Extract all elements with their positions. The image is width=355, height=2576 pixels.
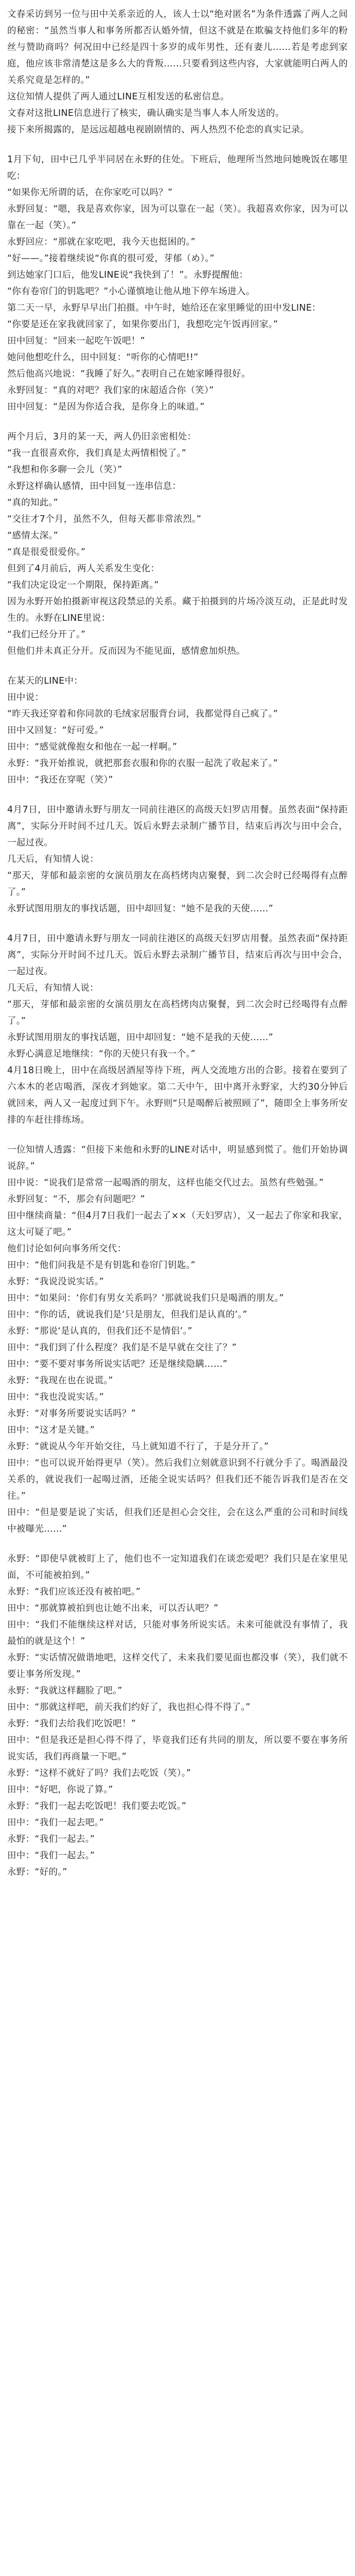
article-paragraph-january: 1月下旬，田中已几乎半同居在永野的住处。下班后，他理所当然地问她晚饭在哪里吃： “如果你无所谓的话，在你家吃可以吗？” 永野回复：“嗯，我是喜欢你家，因为可以靠在一起（笑）。我超喜欢你家，因为可以靠在一起（笑）。” 永野回应：“那就在家吃吧，我今天也挺困的。” “好——。”接着继续说“你真的很可爱，芽郁（め）。” 到达她家门口后，他发LINE说“我快到了！”。永野提醒他： “你有卷帘门的钥匙吧？”小心谨慎地让他从地下停车场进入。 第二天一早，永野早早出门拍摄。中午时，她给还在家里睡觉的田中发LINE： “你要是还在家我就回家了，如果你要出门，我想吃完午饭再回家。” 田中回复：“回来一起吃午饭吧！” 她问他想吃什么，田中回复：“听你的心情吧!!” 然后他高兴地说：“我睡了好久。”表明自己在她家睡得很好。 永野回复：“真的对吧？我们家的床超适合你（笑）” 田中回复：“是因为你适合我，是你身上的味道。” — [7, 155, 348, 412]
article-paragraph-cover-story: 一位知情人透露：“但接下来他和永野的LINE对话中，明显感到慌了。他们开始协调说辞。” 田中说：“说我们是常常一起喝酒的朋友，这样也能交代过去。虽然有些勉强。” 永野回复：“不，那会有问题吧？” 田中继续商量：“但4月7日我们一起去了××（天妇罗店），又一起去了你家和我家，这太可疑了吧。” 他们讨论如何向事务所交代： 田中：“他们问我是不是有钥匙和卷帘门钥匙。” 永野：“我说没说实话。” 田中：“如果问：‘你们有男女关系吗？’那就说我们只是喝酒的朋友。” 田中：“你的话，就说我们是‘只是朋友，但我们是认真的’。” 永野：“那说‘是认真的，但我们还不是情侣’。” 田中：“我们到了什么程度？我们是不是早就在交往了？” 田中：“要不要对事务所说实话吧？还是继续隐瞒……” 永野：“我现在也在说谎。” 田中：“我也没说实话。” 永野：“对事务所要说实话吗？” 田中：“这才是关键。” 永野：“就说从今年开始交往，马上就知道不行了，于是分开了。” 田中：“也可以说开始得更早（笑）。然后我们立刻就意识到不行就分手了。喝酒最没关系的，就说我们一起喝过酒，还能全说实话吗？但我们还不能告诉我们是否在交往。” 田中：“但是要是说了实话，但我们还是担心会交往，会在这么严重的公司和时间线中被曝光……” — [7, 1145, 348, 1534]
article-paragraph-intro: 文春采访到另一位与田中关系亲近的人，该人士以“绝对匿名”为条件透露了两人之间的秘密：“虽然当事人和事务所都否认婚外情，但这不就是在欺骗支持他们多年的粉丝与赞助商吗？何况田中已经是四十多岁的成年男性，还有妻儿……若是考虑到家庭，他应该非常清楚这是多么大的背叛……只要看到这些内容，大家就能明白两人的关系究竟是怎样的。” 这位知情人提供了两人通过LINE互相发送的私密信息。 文春对这批LINE信息进行了核实，确认确实是当事人本人所发送的。 接下来所揭露的，是远远超越电视剧剧情的、两人热烈不伦恋的真实记录。 — [7, 9, 348, 135]
article-paragraph-ending: 永野：“即使早就被盯上了，他们也不一定知道我们在谈恋爱吧？我们只是在家里见面，不可能被拍到。” 永野：“我们应该还没有被拍吧。” 田中：“那就算被拍到也让她不出来，可以否认吧？” 田中：“我们不能继续这样对话，只能对事务所说实话。未来可能就没有事情了，我最怕的就是这个！” 永野：“实话情况做谐地吧，这样交代了，未来我们要见面也都没事（笑），我们就不要让事务所发现。” 永野：“我就这样翻脸了吧。” 田中：“那就这样吧，前天我们约好了，我也担心得不得了。” 永野：“我们去给我们吃饭吧！” 田中：“但是我还是担心得不得了，毕竟我们还有共同的朋友，所以要不要在事务所说实话，我们再商量一下吧。” 永野：“这样不就好了吗？我们去吃饭（笑）。” 田中：“好吧，你说了算。” 永野：“我们一起去吃饭吧！我们要去吃饭。” 田中：“我们一起去吧。” 永野：“我们一起去。” 田中：“我们一起去。” 永野：“好的。” — [7, 1554, 348, 1877]
article-paragraph-april-7: 4月7日，田中邀请永野与朋友一同前往港区的高级天妇罗店用餐。虽然表面“保持距离”，实际分开时间不过几天。饭后永野去录制广播节目，结束后再次与田中会合，一起过夜。 几天后，有知情人说： “那天，芽郁和最亲密的女演员朋友在高档烤肉店聚餐，到二次会时已经喝得有点醉了。” 永野试图用朋友的事找话题，田中却回复：“她不是我的天使……” — [7, 805, 348, 914]
article-paragraph-line-chat: 在某天的LINE中： 田中说： “昨天我还穿着和你同款的毛绒家居服背台词，我都觉得自己疯了。” 田中又回复：“好可爱。” 田中：“感觉就像抱女和他在一起一样啊。” 永野：“我开始推说，就把那套衣服和你的衣服一起洗了收起来了。” 田中：“我还在穿呢（笑）” — [7, 676, 278, 785]
article-paragraph-march: 两个月后，3月的某一天，两人仍旧亲密相处： “我一直很喜欢你，我们真是太两情相悦了。” “我想和你多聊一会儿（笑）” 永野这样确认感情，田中回复一连串信息： “真的知此。” “交往才7个月，虽然不久，但每天都非常浓烈。” “感情太深。” “真是很爱很爱你。” 但到了4月前后，两人关系发生变化： “我们决定设定一个期限，保持距离。” 因为永野开始拍摄新审视这段禁忌的关系。藏于拍摄到的片场冷淡互动，正是此时发生的。永野在LINE里说： “我们已经分开了。” 但他们并未真正分开。反而因为不能见面，感情愈加炽热。 — [7, 432, 348, 656]
article-paragraph-april-18: 4月7日，田中邀请永野与朋友一同前往港区的高级天妇罗店用餐。虽然表面“保持距离”，实际分开时间不过几天。饭后永野去录制广播节目，结束后再次与田中会合，一起过夜。 几天后，有知情人说： “那天，芽郁和最亲密的女演员朋友在高档烤肉店聚餐，到二次会时已经喝得有点醉了。” 永野试图用朋友的事找话题，田中却回复：“她不是我的天使……” 永野心满意足地继续：“你的天使只有我一个。” 4月18日晚上，田中在高级居酒屋等待下班，两人交流地方出的合影。接着在要到了六本木的老店喝酒，深夜才到她家。第二天中午，田中离开永野家，大约30分钟后就回来，两人又一起度过到下午。永野则“只是喝醉后被照顾了”，随即全上事务所安排的车赶往排练场。 — [7, 934, 348, 1125]
